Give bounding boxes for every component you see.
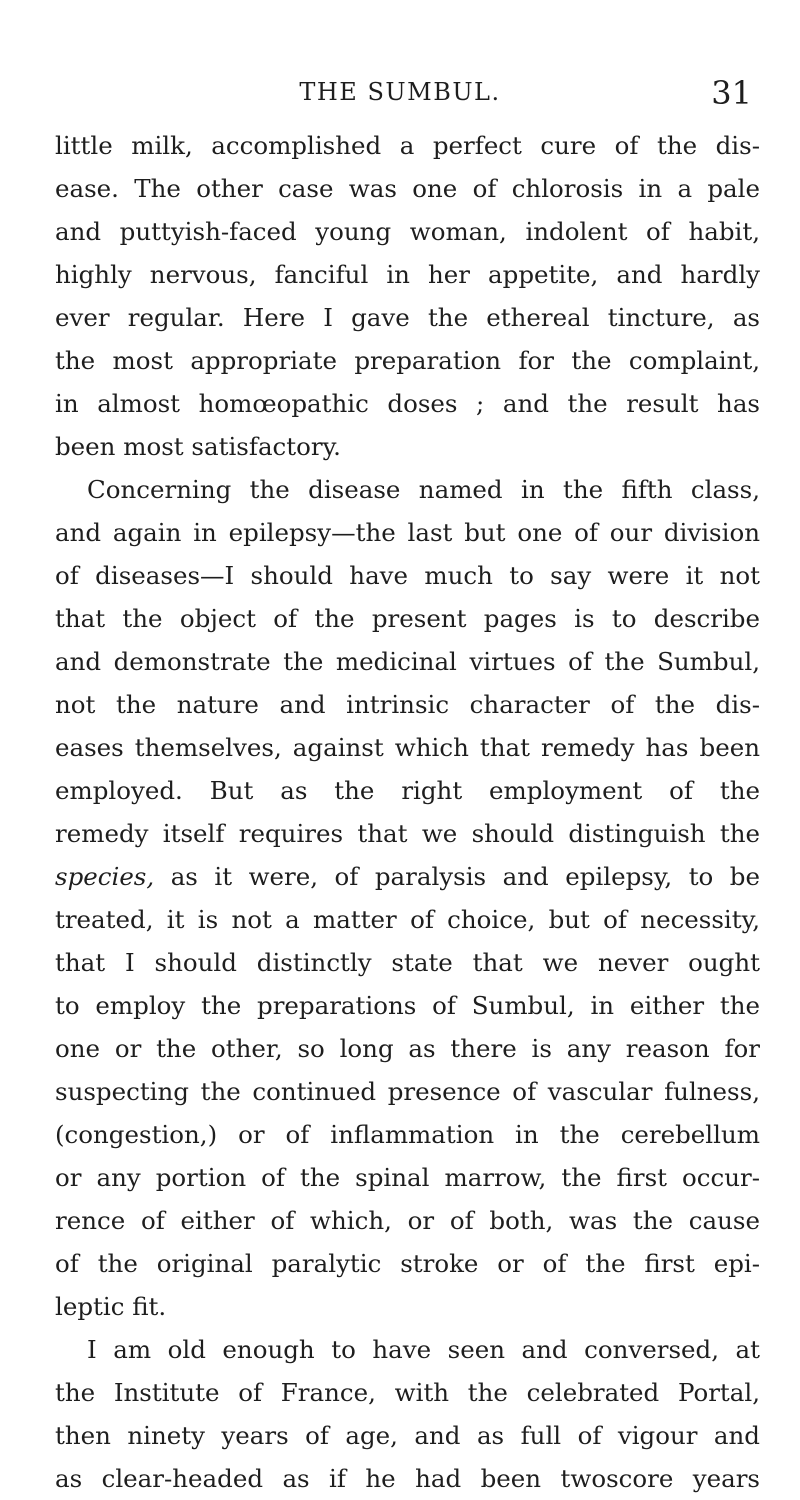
text-line: of the original paralytic stroke or of the first epi- [55, 1249, 760, 1278]
text-line: one or the other, so long as there is any reason for [55, 1034, 760, 1063]
text-line: highly nervous, fanciful in her appetite, and hardly [55, 260, 760, 289]
running-head [0, 74, 800, 112]
text-line: been most satisfactory. [55, 432, 341, 461]
text-line: leptic fit. [55, 1292, 167, 1321]
text-line: in almost homœopathic doses ; and the result has [55, 389, 760, 418]
text-line: ease. The other case was one of chlorosis in a pale [55, 174, 760, 203]
text-line: eases themselves, against which that remedy has been [55, 733, 760, 762]
text-line: that I should distinctly state that we never ought [55, 948, 760, 977]
text-line: and puttyish-faced young woman, indolent of habit, [55, 217, 760, 246]
text-line: Concerning the disease named in the fifth class, [87, 475, 760, 504]
text-line [55, 855, 760, 898]
text-line: rence of either of which, or of both, was the cause [55, 1206, 760, 1235]
text-line: I am old enough to have seen and conversed, at [87, 1335, 760, 1364]
italic-word: species, [55, 862, 155, 891]
text-line: to employ the preparations of Sumbul, in either the [55, 991, 760, 1020]
text-line: or any portion of the spinal marrow, the first occur- [55, 1163, 760, 1192]
text-line: remedy itself requires that we should distinguish the [55, 819, 760, 848]
running-title: THE SUMBUL. [299, 78, 501, 106]
text-line: treated, it is not a matter of choice, but of necessity, [55, 905, 760, 934]
text-line: the most appropriate preparation for the complaint, [55, 346, 760, 375]
text-line: not the nature and intrinsic character of the dis- [55, 690, 760, 719]
text-line: suspecting the continued presence of vascular fulness, [55, 1077, 760, 1106]
line-rest: as it were, of paralysis and epilepsy, to be [154, 862, 760, 891]
text-line: then ninety years of age, and as full of vigour and [55, 1421, 760, 1450]
text-line: the Institute of France, with the celebrated Portal, [55, 1378, 760, 1407]
text-line: and demonstrate the medicinal virtues of the Sumbul, [55, 647, 760, 676]
page-number: 31 [711, 74, 752, 112]
text-line: employed. But as the right employment of the [55, 776, 760, 805]
text-line: as clear-headed as if he had been twoscore years [55, 1464, 760, 1493]
text-line: that the object of the present pages is to describe [55, 604, 760, 633]
text-line: ever regular. Here I gave the ethereal tincture, as [55, 303, 760, 332]
text-line: and again in epilepsy—the last but one of our division [55, 518, 760, 547]
text-line: (congestion,) or of inflammation in the cerebellum [55, 1120, 760, 1149]
text-line: little milk, accomplished a perfect cure of the dis- [55, 131, 760, 160]
body-text [55, 124, 760, 1500]
text-line: of diseases—I should have much to say were it not [55, 561, 760, 590]
